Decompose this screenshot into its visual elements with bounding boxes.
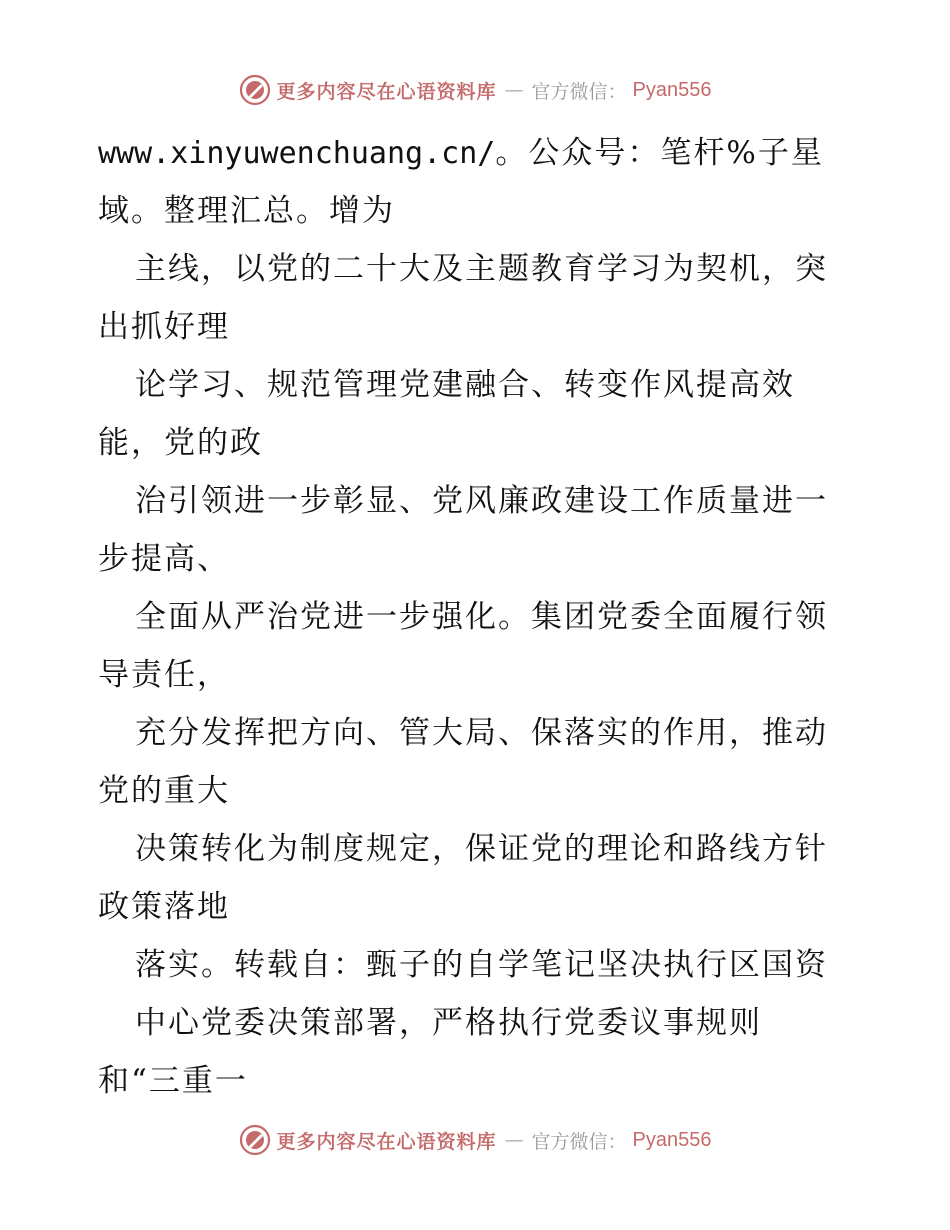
body-line: 决策转化为制度规定，保证党的理论和路线方针: [135, 831, 828, 867]
document-body: [98, 124, 858, 1110]
body-line: 治引领进一步彰显、党风廉政建设工作质量进一: [135, 483, 828, 519]
body-line: 步提高、: [98, 541, 230, 577]
body-line: 和“三重一: [98, 1063, 248, 1099]
body-line: 政策落地: [98, 889, 230, 925]
banner-wechat-label: 官方微信：: [531, 80, 627, 103]
banner-site-text: 更多内容尽在心语资料库: [276, 80, 497, 103]
body-line: 充分发挥把方向、管大局、保落实的作用，推动: [135, 715, 828, 751]
pen-logo-icon: [239, 1124, 271, 1156]
body-line: 主线，以党的二十大及主题教育学习为契机，突: [135, 251, 828, 287]
banner-wechat-id: Pyan556: [632, 78, 712, 101]
body-line: 能，党的政: [98, 425, 263, 461]
header-banner: [0, 70, 950, 110]
body-line: 党的重大: [98, 773, 230, 809]
header-banner-content: [239, 74, 712, 106]
body-line: 论学习、规范管理党建融合、转变作风提高效: [135, 367, 795, 403]
banner-site-text: 更多内容尽在心语资料库: [276, 1130, 497, 1153]
footer-banner: [0, 1120, 950, 1160]
banner-wechat-label: 官方微信：: [531, 1130, 627, 1153]
banner-wechat-id: Pyan556: [632, 1128, 712, 1151]
pen-logo-icon: [239, 74, 271, 106]
website-url: www.xinyuwenchuang.cn/: [98, 136, 496, 171]
body-line: [98, 124, 858, 182]
footer-banner-content: [239, 1124, 712, 1156]
body-line: 中心党委决策部署，严格执行党委议事规则: [135, 1005, 762, 1041]
banner-dash: —: [504, 79, 524, 101]
body-line-rest: 。公众号：笔杆%子星: [495, 135, 824, 171]
body-line: 出抓好理: [98, 309, 230, 345]
banner-dash: —: [504, 1129, 524, 1151]
body-line: 域。整理汇总。增为: [98, 193, 395, 229]
body-line: 导责任，: [98, 657, 230, 693]
body-line: 全面从严治党进一步强化。集团党委全面履行领: [135, 599, 828, 635]
body-line: 落实。转载自：甄子的自学笔记坚决执行区国资: [135, 947, 828, 983]
